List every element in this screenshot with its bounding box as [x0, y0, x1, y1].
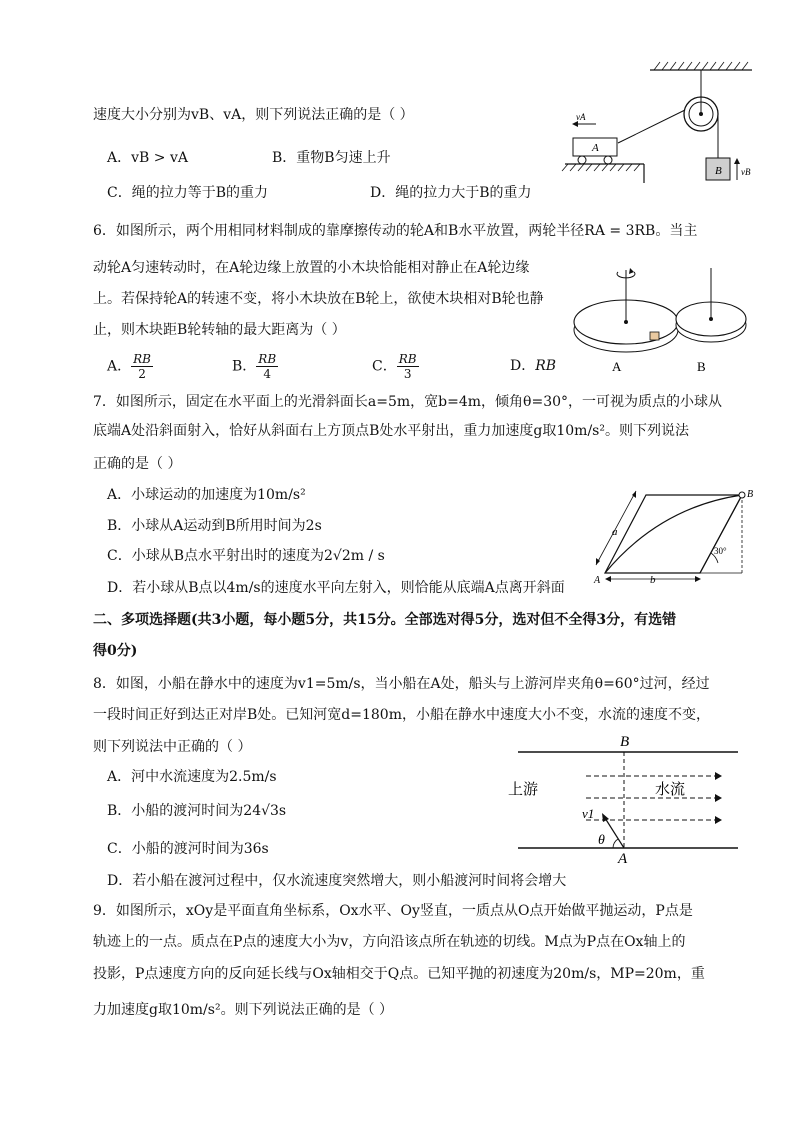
- q7-label-a: a: [612, 526, 618, 538]
- section-2-heading-line-1: 二、多项选择题(共3小题，每小题5分，共15分。全部选对得5分，选对但不全得3分，有选错: [93, 612, 677, 628]
- q8-label-A: A: [618, 851, 628, 864]
- q7-option-a[interactable]: A．小球运动的加速度为10m/s²: [107, 487, 306, 503]
- q5-option-d[interactable]: D．绳的拉力大于B的重力: [370, 185, 532, 201]
- q8-line-1: 8．如图，小船在静水中的速度为v1=5m/s，当小船在A处，船头与上游河岸夹角θ=60°过河，经过: [93, 676, 710, 692]
- q8-option-a[interactable]: A．河中水流速度为2.5m/s: [107, 769, 277, 785]
- q7-label-B: B: [747, 489, 754, 500]
- q8-option-c[interactable]: C．小船的渡河时间为36s: [107, 841, 269, 857]
- q5-option-c[interactable]: C．绳的拉力等于B的重力: [107, 185, 268, 201]
- q5-pulley-figure: [560, 58, 760, 188]
- q7-option-b[interactable]: B．小球从A运动到B所用时间为2s: [107, 518, 322, 534]
- q6-option-b[interactable]: B． $\frac{RB}{4}$: [232, 352, 277, 381]
- q6-line-3: 上。若保持轮A的转速不变，将小木块放在B轮上，欲使木块相对B轮也静: [93, 291, 544, 307]
- q8-line-2: 一段时间正好到达正对岸B处。已知河宽d=180m，小船在静水中速度大小不变，水流的速度不变，: [93, 707, 710, 723]
- q7-line-2: 底端A处沿斜面射入，恰好从斜面右上方顶点B处水平射出，重力加速度g取10m/s²。则下列说法: [93, 423, 689, 439]
- q5-label-B: B: [715, 165, 722, 177]
- q6-option-d[interactable]: D．RB: [510, 358, 557, 374]
- q6-label-A: A: [612, 359, 622, 374]
- q7-label-angle: 30°: [714, 546, 727, 556]
- q7-option-c[interactable]: C．小球从B点水平射出时的速度为2√2m / s: [107, 548, 385, 564]
- q8-label-upstream: 上游: [508, 782, 539, 798]
- q7-line-1: 7．如图所示，固定在水平面上的光滑斜面长a=5m，宽b=4m，倾角θ=30°，一可视为质点的小球从: [93, 394, 723, 410]
- q8-river-figure: [500, 732, 745, 864]
- q7-label-A: A: [594, 575, 601, 585]
- section-2-heading-line-2: 得0分): [93, 643, 138, 659]
- q5-stem: 速度大小分别为vB、vA，则下列说法正确的是（ ）: [93, 107, 414, 123]
- q8-label-flow: 水流: [655, 782, 686, 798]
- q7-option-d[interactable]: D．若小球从B点以4m/s的速度水平向左射入，则恰能从底端A点离开斜面: [107, 580, 565, 596]
- q5-label-vA: vA: [576, 112, 586, 122]
- q5-option-a[interactable]: A．vB > vA: [107, 150, 188, 166]
- q6-line-1: 6．如图所示，两个用相同材料制成的靠摩擦传动的轮A和B水平放置，两轮半径RA = 3RB。当主: [93, 223, 698, 239]
- q6-line-4: 止，则木块距B轮转轴的最大距离为（ ）: [93, 322, 346, 338]
- q9-line-1: 9．如图所示，xOy是平面直角坐标系，Ox水平、Oy竖直，一质点从O点开始做平抛运动，P点是: [93, 903, 693, 919]
- q8-label-theta: θ: [598, 833, 605, 848]
- q5-label-vB: vB: [741, 167, 751, 177]
- q6-line-2: 动轮A匀速转动时，在A轮边缘上放置的小木块恰能相对静止在A轮边缘: [93, 260, 530, 276]
- q6-option-a[interactable]: A． $\frac{RB}{2}$: [107, 352, 151, 381]
- q7-line-3: 正确的是（ ）: [93, 456, 182, 472]
- q5-option-b[interactable]: B．重物B匀速上升: [272, 150, 391, 166]
- q8-option-b[interactable]: B．小船的渡河时间为24√3s: [107, 803, 287, 819]
- q9-line-4: 力加速度g取10m/s²。则下列说法正确的是（ ）: [93, 1002, 394, 1018]
- q8-label-v1: v1: [582, 806, 595, 821]
- q8-line-3: 则下列说法中正确的（ ）: [93, 739, 252, 755]
- q9-line-3: 投影，P点速度方向的反向延长线与Ox轴相交于Q点。已知平抛的初速度为20m/s，MP=20m，重: [93, 966, 705, 982]
- q6-wheels-figure: [570, 250, 770, 380]
- q8-option-d[interactable]: D．若小船在渡河过程中，仅水流速度突然增大，则小船渡河时间将会增大: [107, 873, 567, 889]
- q7-incline-figure: [590, 485, 760, 585]
- q6-label-B: B: [697, 359, 706, 374]
- q7-label-b: b: [650, 574, 656, 585]
- q5-label-A: A: [592, 142, 599, 154]
- q8-label-B: B: [620, 734, 630, 750]
- q6-option-c[interactable]: C． $\frac{RB}{3}$: [372, 352, 417, 381]
- q9-line-2: 轨迹上的一点。质点在P点的速度大小为v，方向沿该点所在轨迹的切线。M点为P点在Ox轴上的: [93, 934, 686, 950]
